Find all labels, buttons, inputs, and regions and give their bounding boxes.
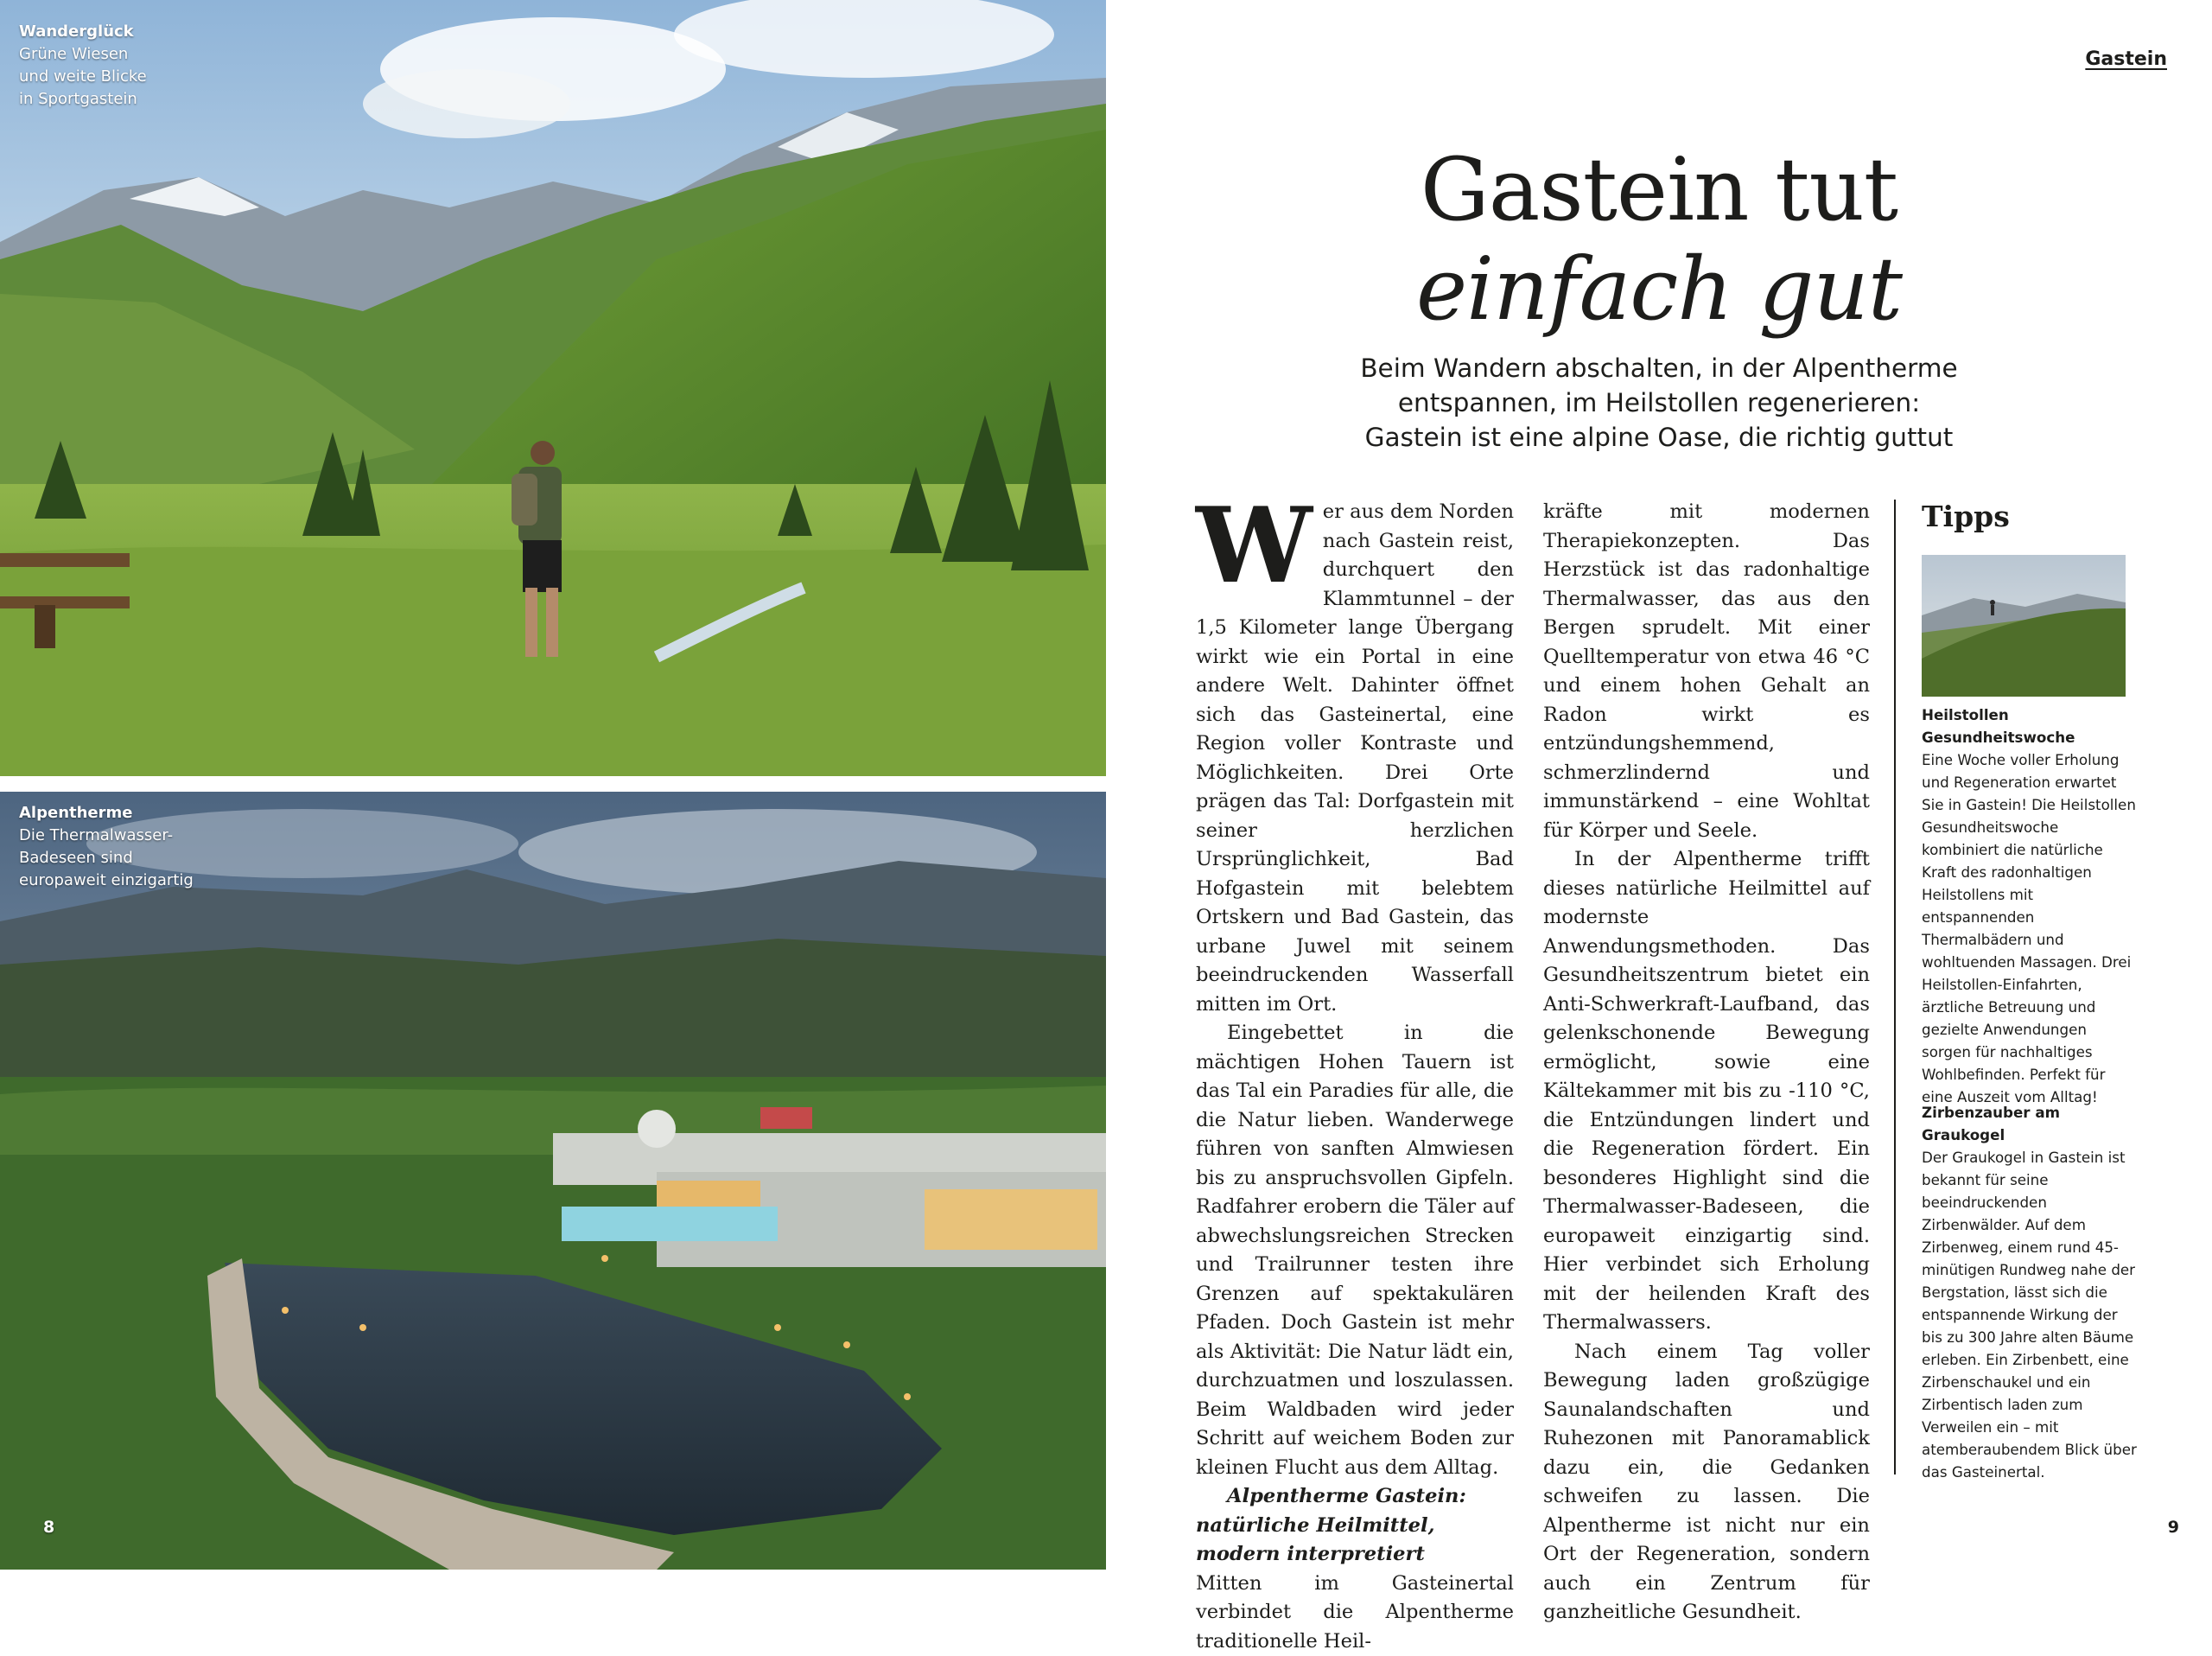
alpentherme-photo bbox=[0, 792, 1106, 1570]
standfirst-line: Gastein ist eine alpine Oase, die richtig guttut bbox=[1192, 420, 2126, 455]
tips-divider bbox=[1894, 500, 1896, 1474]
tip-item bbox=[1922, 1101, 2138, 1483]
tip-text: Eine Woche voller Erholung und Regeneration erwartet Sie in Gastein! Die Heilstollen Gesundheitswoche kombiniert die natürliche Kraft des radonhaltigen Heilstollens mit entspannenden Thermalbädern und wohltuenden Massagen. Drei Heilstollen-Einfahrten, ärztliche Betreuung und gezielte Anwendungen sorgen für nachhaltiges Wohlbefinden. Perfekt für eine Auszeit vom Alltag! bbox=[1922, 751, 2136, 1105]
bottom-photo-caption bbox=[19, 802, 194, 892]
top-photo-caption bbox=[19, 21, 147, 111]
caption-title: Alpentherme bbox=[19, 802, 194, 825]
mountain-hiker-illustration bbox=[0, 0, 1106, 776]
tip-title: Zirbenzauber am Graukogel bbox=[1922, 1101, 2138, 1146]
caption-line: europaweit einzigartig bbox=[19, 871, 194, 889]
standfirst-line: Beim Wandern abschalten, in der Alpentherme bbox=[1192, 351, 2126, 385]
page-number-left: 8 bbox=[43, 1518, 54, 1537]
caption-line: in Sportgastein bbox=[19, 90, 137, 108]
caption-line: und weite Blicke bbox=[19, 67, 147, 86]
article-paragraph: Eingebettet in die mächtigen Hohen Tauern ist das Tal ein Paradies für alle, die die Natur lieben. Wanderwege führen von sanften Almwiesen bis zu anspruchsvollen Gipfeln. Radfahrer erobern die Täler auf abwechslungsreichen Strecken und Trailrunner testen ihre Grenzen auf spektakulären Pfaden. Doch Gastein ist mehr als Aktivität: Die Natur lädt ein, durchzuatmen und loszulassen. Beim Waldbaden wird jeder Schritt auf weichem Boden zur kleinen Flucht aus dem Alltag. bbox=[1196, 1019, 1514, 1482]
article-paragraph: Nach einem Tag voller Bewegung laden großzügige Saunalandschaften und Ruhezonen mit Panoramablick dazu ein, die Gedanken schweifen zu lassen. Die Alpentherme ist nicht nur ein Ort der Regeneration, sondern auch ein Zentrum für ganzheitliche Gesundheit. bbox=[1543, 1338, 1870, 1627]
tips-title: Tipps bbox=[1922, 500, 2010, 533]
tips-photo bbox=[1922, 555, 2126, 697]
article-column-2 bbox=[1543, 498, 1870, 1627]
caption-title: Wanderglück bbox=[19, 21, 147, 43]
article-paragraph: Mitten im Gasteinertal verbindet die Alpentherme traditionelle Heil- bbox=[1196, 1570, 1514, 1656]
tip-title: Heilstollen Gesundheitswoche bbox=[1922, 704, 2138, 748]
article-column-1 bbox=[1196, 498, 1514, 1656]
headline-line-1: Gastein tut bbox=[1106, 147, 2212, 233]
standfirst-line: entspannen, im Heilstollen regenerieren: bbox=[1192, 385, 2126, 420]
tip-text: Der Graukogel in Gastein ist bekannt für seine beeindruckenden Zirbenwälder. Auf dem Zirbenweg, einem rund 45-minütigen Rundweg nahe der Bergstation, lässt sich die entspannende Wirkung der bis zu 300 Jahre alten Bäume erleben. Ein Zirbenbett, eine Zirbenschaukel und ein Zirbentisch laden zum Verweilen ein – mit atemberaubendem Blick über das Gasteinertal. bbox=[1922, 1149, 2137, 1481]
article-paragraph bbox=[1196, 498, 1514, 1019]
article-paragraph: In der Alpentherme trifft dieses natürliche Heilmittel auf modernste Anwendungsmethoden. Das Gesundheitszentrum bietet ein Anti-Schwerkraft-Laufband, das gelenkschonende Bewegung ermöglicht, sowie eine Kältekammer mit bis zu -110 °C, die Entzündungen lindert und die Regeneration fördert. Ein besonderes Highlight sind die Thermalwasser-Badeseen, die europaweit einzigartig sind. Hier verbindet sich Erholung mit der heilenden Kraft des Thermalwassers. bbox=[1543, 845, 1870, 1338]
article-subhead: Alpentherme Gastein: natürliche Heilmittel, modern interpretiert bbox=[1196, 1482, 1514, 1570]
section-tag[interactable]: Gastein bbox=[2085, 48, 2167, 70]
drop-cap: W bbox=[1196, 506, 1313, 586]
standfirst bbox=[1192, 351, 2126, 455]
paragraph-text: er aus dem Norden nach Gastein reist, durchquert den Klammtunnel – der 1,5 Kilometer lange Übergang wirkt wie ein Portal in eine andere Welt. Dahinter öffnet sich das Gasteinertal, eine Region voller Kontraste und Möglichkeiten. Drei Orte prägen das Tal: Dorfgastein mit seiner herzlichen Ursprünglichkeit, Bad Hofgastein mit belebtem Ortskern und Bad Gastein, das urbane Juwel mit seinem beeindruckenden Wasserfall mitten im Ort. bbox=[1196, 500, 1514, 1016]
mountain-hiker-photo bbox=[0, 0, 1106, 776]
caption-line: Grüne Wiesen bbox=[19, 45, 128, 63]
left-page bbox=[0, 0, 1106, 1570]
caption-line: Die Thermalwasser- bbox=[19, 826, 173, 844]
page-number-right: 9 bbox=[2168, 1518, 2179, 1537]
zirben-hill-illustration bbox=[1922, 555, 2126, 697]
caption-line: Badeseen sind bbox=[19, 849, 133, 867]
headline-line-2: einfach gut bbox=[1106, 246, 2212, 333]
alpentherme-illustration bbox=[0, 792, 1106, 1570]
tip-item bbox=[1922, 704, 2138, 1108]
article-paragraph: kräfte mit modernen Therapiekonzepten. Das Herzstück ist das radonhaltige Thermalwasser, das aus den Bergen sprudelt. Mit einer Quelltemperatur von etwa 46 °C und einem hohen Gehalt an Radon wirkt es entzündungshemmend, schmerzlindernd und immunstärkend – eine Wohltat für Körper und Seele. bbox=[1543, 498, 1870, 845]
right-page bbox=[1106, 0, 2212, 1570]
